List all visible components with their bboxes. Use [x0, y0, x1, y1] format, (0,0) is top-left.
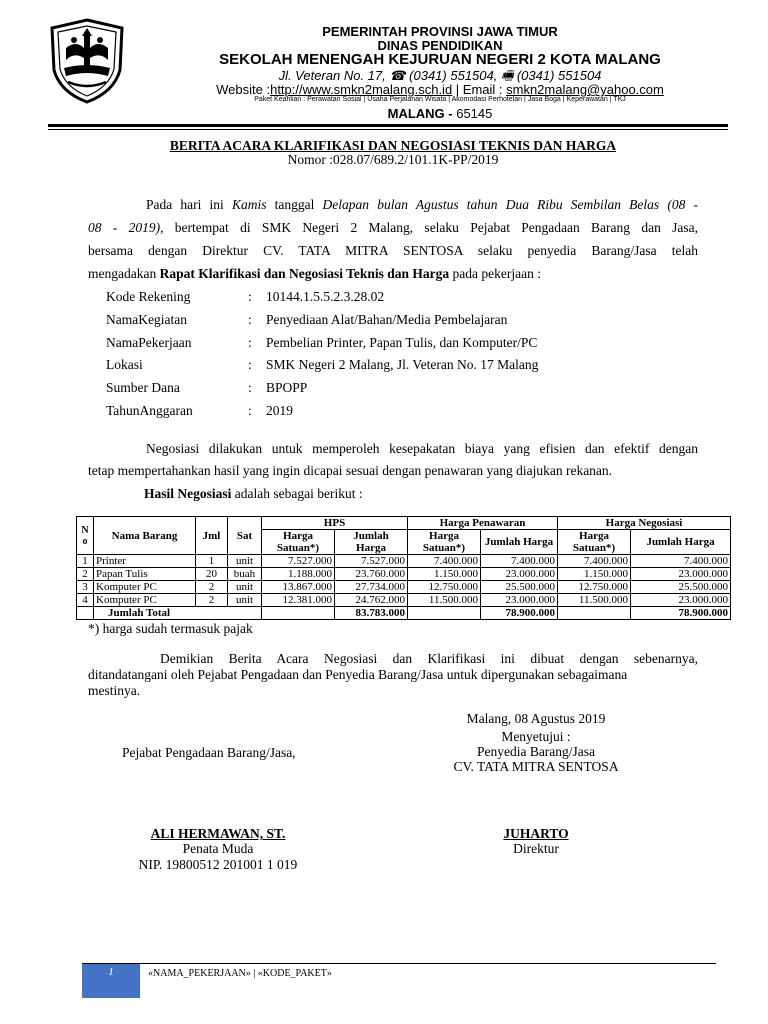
- table-row: 3 Komputer PC 2 unit 13.867.000 27.734.000 12.750.000 25.500.000 12.750.000 25.500.000: [77, 581, 731, 594]
- field-label: Sumber Dana: [106, 380, 180, 395]
- field-value: Pembelian Printer, Papan Tulis, dan Komputer/PC: [266, 335, 538, 350]
- intro-line-2: 08 - 2019), bertempat di SMK Negeri 2 Malang, selaku Pejabat Pengadaan Barang dan Jasa,: [88, 220, 698, 235]
- intro-line-3: bersama dengan Direktur CV. TATA MITRA SENTOSA selaku penyedia Barang/Jasa telah: [88, 243, 698, 258]
- field-sep: :: [248, 380, 252, 395]
- total-negosiasi: 78.900.000: [631, 607, 731, 620]
- field-sep: :: [248, 289, 252, 304]
- header-government: PEMERINTAH PROVINSI JAWA TIMUR: [322, 24, 558, 39]
- email-link[interactable]: smkn2malang@yahoo.com: [506, 82, 664, 97]
- website-link[interactable]: http://www.smkn2malang.sch.id: [270, 82, 453, 97]
- footer-text: «NAMA_PEKERJAAN» | «KODE_PAKET»: [148, 968, 332, 979]
- header-school-name: SEKOLAH MENENGAH KEJURUAN NEGERI 2 KOTA MALANG: [219, 51, 661, 68]
- field-sep: :: [248, 335, 252, 350]
- col-header-hps: HPS: [262, 517, 408, 530]
- left-signer-rank: Penata Muda: [182, 841, 254, 856]
- header-department: DINAS PENDIDIKAN: [377, 38, 503, 53]
- negosiasi-line-1: Negosiasi dilakukan untuk memperoleh kesepakatan biaya yang efisien dan efektif dengan: [146, 441, 698, 456]
- field-value: BPOPP: [266, 380, 308, 395]
- col-header-pen-satuan: Harga Satuan*): [408, 530, 481, 555]
- field-value: SMK Negeri 2 Malang, Jl. Veteran No. 17 Malang: [266, 357, 539, 372]
- email-label: | Email :: [452, 82, 507, 97]
- website-label: Website :: [216, 82, 271, 97]
- col-header-hps-satuan: Harga Satuan*): [262, 530, 335, 555]
- col-header-hps-jumlah: Jumlah Harga: [335, 530, 408, 555]
- col-header-neg-satuan: Harga Satuan*): [558, 530, 631, 555]
- document-number: Nomor :028.07/689.2/101.1K-PP/2019: [287, 152, 499, 167]
- jawa-timur-emblem-icon: [48, 18, 126, 104]
- col-header-pen-jumlah: Jumlah Harga: [481, 530, 558, 555]
- field-label: NamaPekerjaan: [106, 335, 192, 350]
- field-label: NamaKegiatan: [106, 312, 187, 327]
- col-header-neg-jumlah: Jumlah Harga: [631, 530, 731, 555]
- left-signer-nip: NIP. 19800512 201001 1 019: [138, 857, 298, 872]
- negotiation-table: [76, 516, 731, 620]
- left-signer-role: Pejabat Pengadaan Barang/Jasa,: [122, 745, 296, 760]
- header-contact: [130, 82, 750, 97]
- menyetujui-label: Menyetujui :: [501, 729, 571, 744]
- right-signer-company: CV. TATA MITRA SENTOSA: [453, 759, 619, 774]
- col-header-negosiasi: Harga Negosiasi: [558, 517, 731, 530]
- header-rule-thick: [48, 124, 728, 127]
- field-value: 2019: [266, 403, 293, 418]
- field-value: 10144.1.5.5.2.3.28.02: [266, 289, 385, 304]
- tax-note: *) harga sudah termasuk pajak: [88, 621, 253, 636]
- closing-line-3: mestinya.: [88, 683, 141, 698]
- right-signer-role: Penyedia Barang/Jasa: [476, 744, 596, 759]
- header-city-name: MALANG -: [387, 106, 453, 121]
- right-signer-name: JUHARTO: [503, 826, 569, 841]
- place-date: Malang, 08 Agustus 2019: [466, 711, 606, 726]
- field-label: Kode Rekening: [106, 289, 191, 304]
- total-hps: 83.783.000: [335, 607, 408, 620]
- col-header-jml: Jml: [196, 517, 228, 555]
- left-signer-name: ALI HERMAWAN, ST.: [150, 826, 286, 841]
- table-total-row: [77, 607, 731, 620]
- field-label: Lokasi: [106, 357, 143, 372]
- intro-line-4: mengadakan Rapat Klarifikasi dan Negosiasi Teknis dan Harga pada pekerjaan :: [88, 266, 541, 281]
- table-row: 4 Komputer PC 2 unit 12.381.000 24.762.000 11.500.000 23.000.000 11.500.000 23.000.000: [77, 594, 731, 607]
- hasil-negosiasi-heading: Hasil Negosiasi adalah sebagai berikut :: [144, 486, 363, 501]
- col-header-no: N o: [77, 517, 94, 555]
- col-header-nama: Nama Barang: [94, 517, 196, 555]
- document-title: BERITA ACARA KLARIFIKASI DAN NEGOSIASI TEKNIS DAN HARGA: [169, 138, 617, 153]
- header-rule-thin: [48, 129, 728, 130]
- total-label: Jumlah Total: [94, 607, 262, 620]
- field-sep: :: [248, 403, 252, 418]
- total-penawaran: 78.900.000: [481, 607, 558, 620]
- right-signer-title: Direktur: [513, 841, 559, 856]
- header-address: Jl. Veteran No. 17, ☎ (0341) 551504, 🖷 (0341) 551504: [278, 68, 602, 83]
- closing-line-2: ditandatangani oleh Pejabat Pengadaan dan Penyedia Barang/Jasa untuk dipergunakan sebagaimana: [88, 667, 628, 682]
- field-sep: :: [248, 357, 252, 372]
- closing-line-1: Demikian Berita Acara Negosiasi dan Klarifikasi ini dibuat dengan sebenarnya,: [160, 651, 698, 666]
- table-row: 1 Printer 1 unit 7.527.000 7.527.000 7.400.000 7.400.000 7.400.000 7.400.000: [77, 555, 731, 568]
- header-programs: Paket Keahlian : Perawatan Sosial | Usaha Perjalanan Wisata | Akomodasi Perhotelan | Jasa Boga | Keperawatan | TKJ: [254, 96, 626, 103]
- footer-rule: [82, 963, 716, 964]
- field-value: Penyediaan Alat/Bahan/Media Pembelajaran: [266, 312, 508, 327]
- col-header-sat: Sat: [228, 517, 262, 555]
- header-city: [130, 106, 750, 121]
- field-sep: :: [248, 312, 252, 327]
- negosiasi-line-2: tetap mempertahankan hasil yang ingin dicapai sesuai dengan penawaran yang diajukan rekanan.: [88, 463, 613, 478]
- table-row: 2 Papan Tulis 20 buah 1.188.000 23.760.000 1.150.000 23.000.000 1.150.000 23.000.000: [77, 568, 731, 581]
- field-label: TahunAnggaran: [106, 403, 193, 418]
- page-number: 1: [108, 966, 114, 978]
- col-header-penawaran: Harga Penawaran: [408, 517, 558, 530]
- header-postcode: 65145: [452, 106, 493, 121]
- intro-line-1: Pada hari ini Kamis tanggal Delapan bulan Agustus tahun Dua Ribu Sembilan Belas (08 -: [146, 197, 698, 212]
